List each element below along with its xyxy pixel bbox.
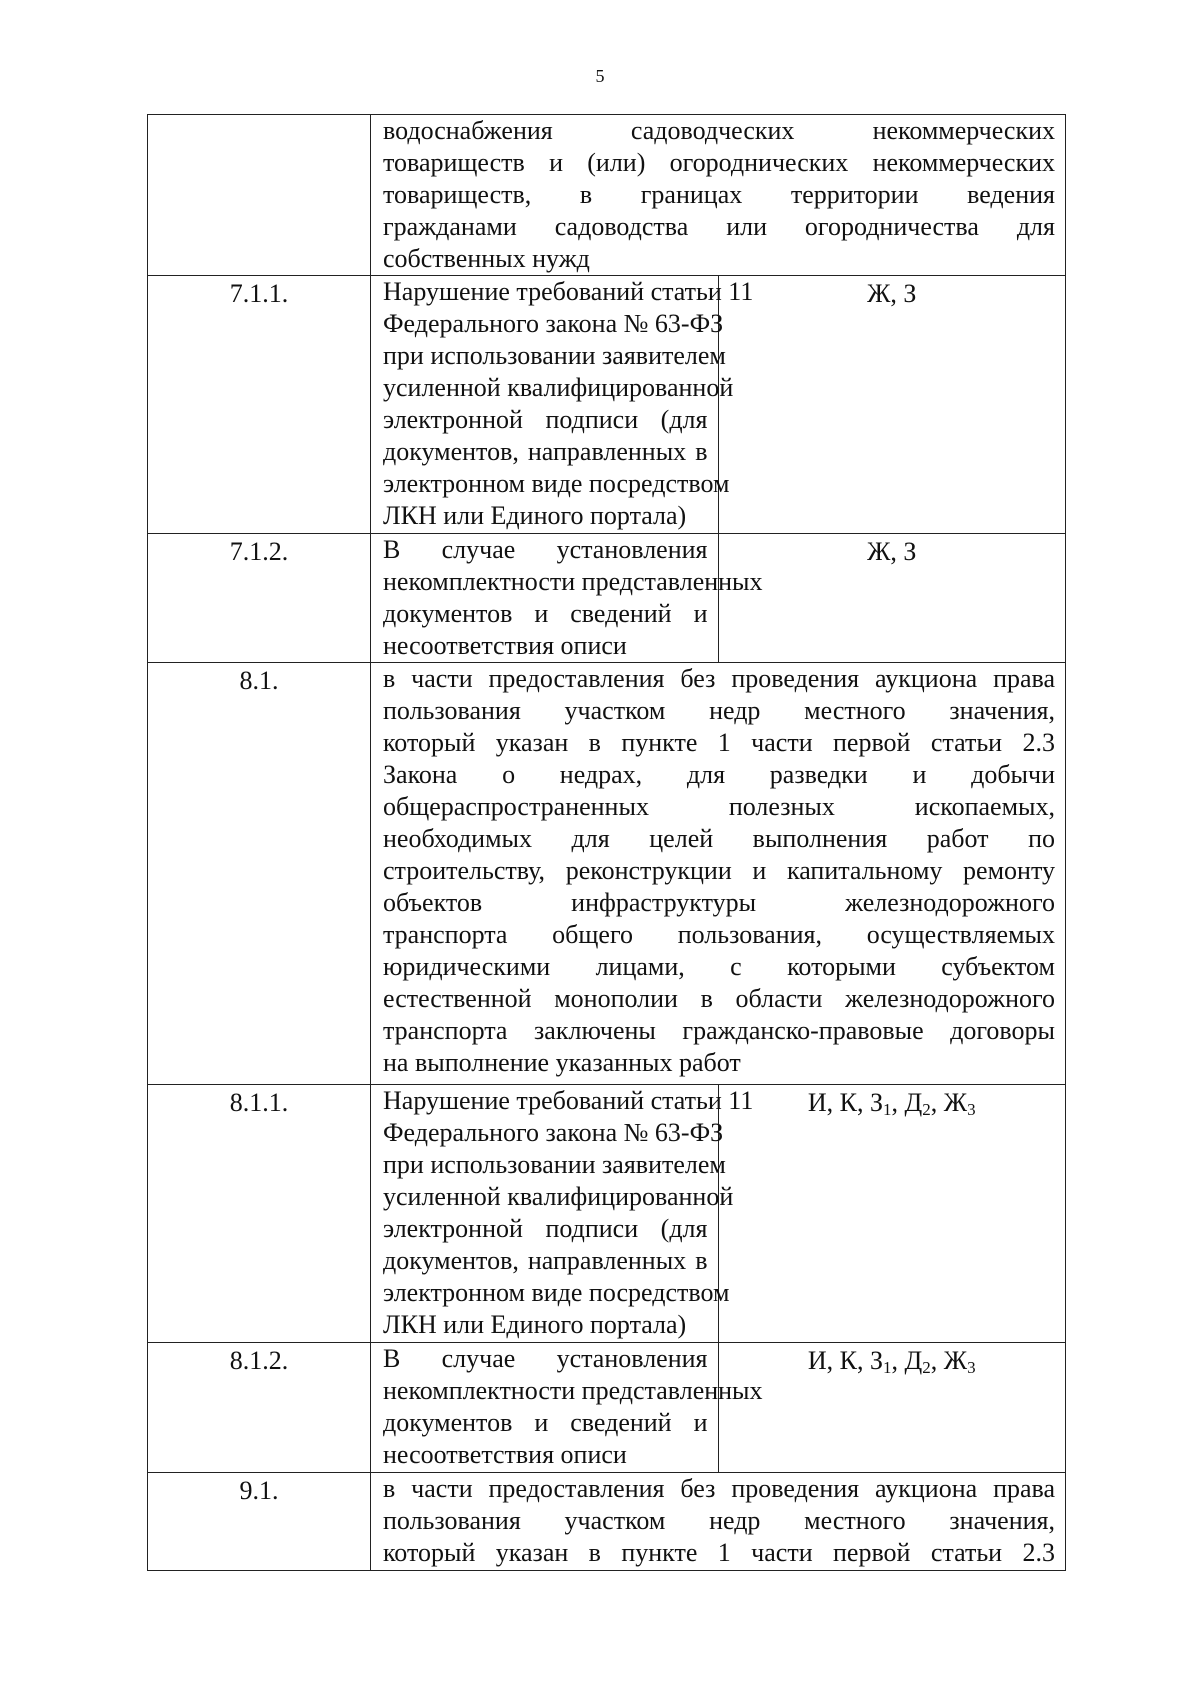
text-line: несоответствия описи xyxy=(383,631,627,660)
row-number: 7.1.1. xyxy=(148,276,371,534)
table-row xyxy=(148,663,1066,1085)
text-line: электронной подписи (для xyxy=(383,1214,708,1243)
row-text xyxy=(371,534,763,663)
row-text xyxy=(371,663,1066,1085)
row-code: И, К, $З_1$, $Д_2$, $Ж_3$ xyxy=(718,1085,1066,1343)
text-line: усиленной квалифицированной xyxy=(383,1182,734,1211)
text-line: юридическими лицами, с которыми субъектом xyxy=(383,952,1055,981)
text-line: Федерального закона № 63-ФЗ xyxy=(383,309,724,338)
document-table xyxy=(147,114,1066,1571)
text-line: пользования участком недр местного значения, xyxy=(383,696,1055,725)
text-line: транспорта заключены гражданско-правовые договоры xyxy=(383,1016,1055,1045)
row-text xyxy=(371,276,754,534)
text-line: документов, направленных в xyxy=(383,437,708,466)
row-number: 9.1. xyxy=(148,1473,371,1571)
row-text xyxy=(371,1473,1066,1571)
text-line: общераспространенных полезных ископаемых, xyxy=(383,792,1055,821)
text-line: Нарушение требований статьи 11 xyxy=(383,277,754,306)
row-number: 7.1.2. xyxy=(148,534,371,663)
text-line: Нарушение требований статьи 11 xyxy=(383,1086,754,1115)
text-line: Федерального закона № 63-ФЗ xyxy=(383,1118,724,1147)
page-number: 5 xyxy=(595,66,605,86)
text-line: на выполнение указанных работ xyxy=(383,1048,741,1077)
text-line: товариществ, в границах территории ведения xyxy=(383,180,1055,209)
text-line: документов, направленных в xyxy=(383,1246,708,1275)
text-line: при использовании заявителем xyxy=(383,1150,726,1179)
text-line: электронной подписи (для xyxy=(383,405,708,434)
table-row xyxy=(148,115,1066,276)
text-line: некомплектности представленных xyxy=(383,1376,763,1405)
text-line: естественной монополии в области железнодорожного xyxy=(383,984,1055,1013)
text-line: В случае установления xyxy=(383,1344,708,1373)
text-line: который указан в пункте 1 части первой статьи 2.3 xyxy=(383,1538,1055,1567)
text-line: Закона о недрах, для разведки и добычи xyxy=(383,760,1055,789)
row-number: 8.1.2. xyxy=(148,1343,371,1473)
text-line: ЛКН или Единого портала) xyxy=(383,501,687,530)
table-row xyxy=(148,276,1066,534)
row-text xyxy=(371,1085,754,1343)
table-row xyxy=(148,1473,1066,1571)
text-line: который указан в пункте 1 части первой статьи 2.3 xyxy=(383,728,1055,757)
text-line: усиленной квалифицированной xyxy=(383,373,734,402)
text-line: гражданами садоводства или огородничества для xyxy=(383,212,1055,241)
text-line: транспорта общего пользования, осуществляемых xyxy=(383,920,1055,949)
text-line: товариществ и (или) огороднических некоммерческих xyxy=(383,148,1055,177)
text-line: в части предоставления без проведения аукциона права xyxy=(383,664,1055,693)
table-row xyxy=(148,1343,1066,1473)
text-line: В случае установления xyxy=(383,535,708,564)
text-line: несоответствия описи xyxy=(383,1440,627,1469)
row-code: И, К, $З_1$, $Д_2$, $Ж_3$ xyxy=(718,1343,1066,1473)
text-line: строительству, реконструкции и капитальному ремонту xyxy=(383,856,1055,885)
text-line: документов и сведений и xyxy=(383,1408,708,1437)
text-line: электронном виде посредством xyxy=(383,1278,730,1307)
row-text xyxy=(371,1343,763,1473)
text-line: объектов инфраструктуры железнодорожного xyxy=(383,888,1055,917)
row-number xyxy=(148,115,371,276)
text-line: документов и сведений и xyxy=(383,599,708,628)
text-line: ЛКН или Единого портала) xyxy=(383,1310,687,1339)
text-line: некомплектности представленных xyxy=(383,567,763,596)
text-line: водоснабжения садоводческих некоммерческих xyxy=(383,116,1055,145)
row-code: Ж, З xyxy=(718,534,1066,663)
text-line: собственных нужд xyxy=(383,244,590,273)
text-line: пользования участком недр местного значения, xyxy=(383,1506,1055,1535)
row-text xyxy=(371,115,1066,276)
table-row xyxy=(148,534,1066,663)
text-line: необходимых для целей выполнения работ по xyxy=(383,824,1055,853)
row-number: 8.1. xyxy=(148,663,371,1085)
text-line: электронном виде посредством xyxy=(383,469,730,498)
text-line: в части предоставления без проведения аукциона права xyxy=(383,1474,1055,1503)
row-code: Ж, З xyxy=(718,276,1066,534)
row-number: 8.1.1. xyxy=(148,1085,371,1343)
text-line: при использовании заявителем xyxy=(383,341,726,370)
table-row xyxy=(148,1085,1066,1343)
